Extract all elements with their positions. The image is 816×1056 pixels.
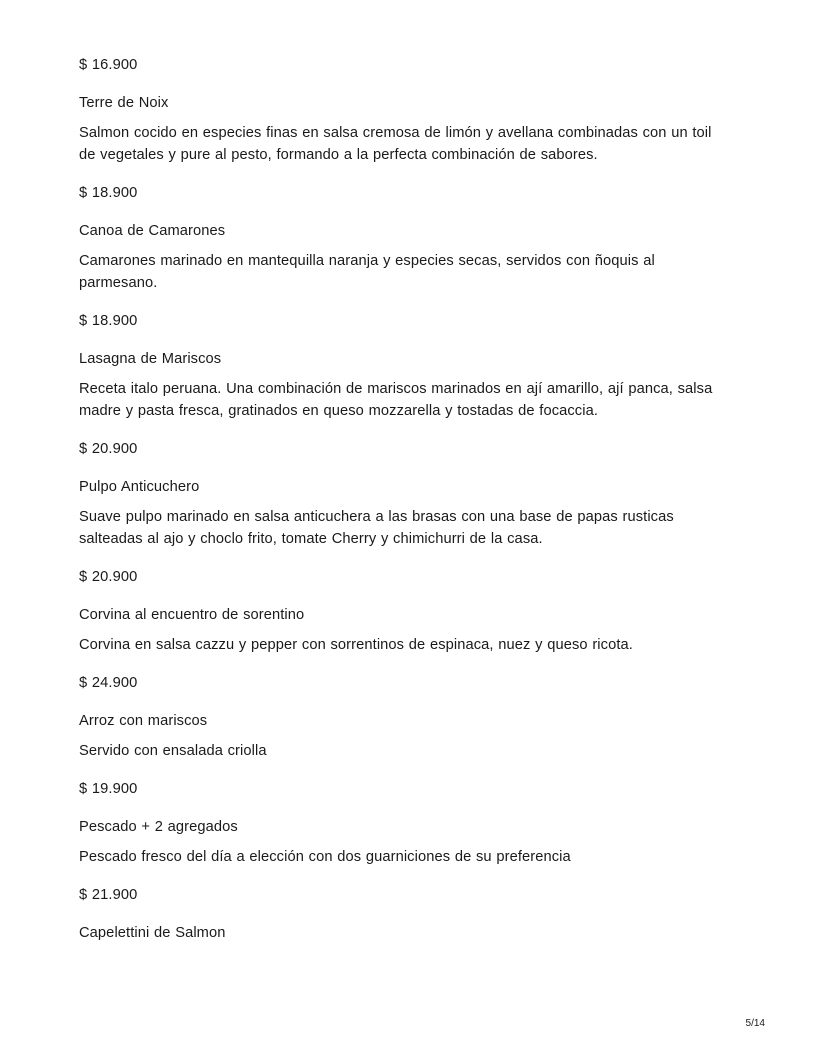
menu-price: $ 24.900 xyxy=(79,675,138,691)
menu-price: $ 18.900 xyxy=(79,313,138,329)
menu-title: Corvina al encuentro de sorentino xyxy=(79,607,305,623)
menu-description: Camarones marinado en mantequilla naranja y especies secas, servidos con ñoquis al parmesano. xyxy=(79,253,655,291)
menu-content xyxy=(79,54,728,952)
menu-price: $ 18.900 xyxy=(79,185,138,201)
menu-price: $ 19.900 xyxy=(79,781,138,797)
menu-description: Servido con ensalada criolla xyxy=(79,743,267,759)
menu-description: Pescado fresco del día a elección con dos guarniciones de su preferencia xyxy=(79,849,571,865)
menu-title: Pescado + 2 agregados xyxy=(79,819,238,835)
menu-title: Lasagna de Mariscos xyxy=(79,351,222,367)
menu-description: Suave pulpo marinado en salsa anticuchera a las brasas con una base de papas rusticas salteadas al ajo y choclo frito, tomate Cherry y chimichurri de la casa. xyxy=(79,509,674,547)
page-number: 5/14 xyxy=(745,1018,765,1029)
menu-price: $ 20.900 xyxy=(79,569,138,585)
menu-title: Arroz con mariscos xyxy=(79,713,208,729)
menu-title: Capelettini de Salmon xyxy=(79,925,226,941)
menu-description: Corvina en salsa cazzu y pepper con sorrentinos de espinaca, nuez y queso ricota. xyxy=(79,637,633,653)
menu-price: $ 21.900 xyxy=(79,887,138,903)
page-footer xyxy=(746,1017,765,1030)
menu-description: Receta italo peruana. Una combinación de mariscos marinados en ají amarillo, ají panca, salsa madre y pasta fresca, gratinados en queso mozzarella y tostadas de focaccia. xyxy=(79,381,713,419)
menu-description: Salmon cocido en especies finas en salsa cremosa de limón y avellana combinadas con un toil de vegetales y pure al pesto, formando a la perfecta combinación de sabores. xyxy=(79,125,712,163)
menu-title: Pulpo Anticuchero xyxy=(79,479,200,495)
menu-title: Canoa de Camarones xyxy=(79,223,226,239)
menu-price: $ 16.900 xyxy=(79,57,138,73)
menu-title: Terre de Noix xyxy=(79,95,169,111)
menu-price: $ 20.900 xyxy=(79,441,138,457)
